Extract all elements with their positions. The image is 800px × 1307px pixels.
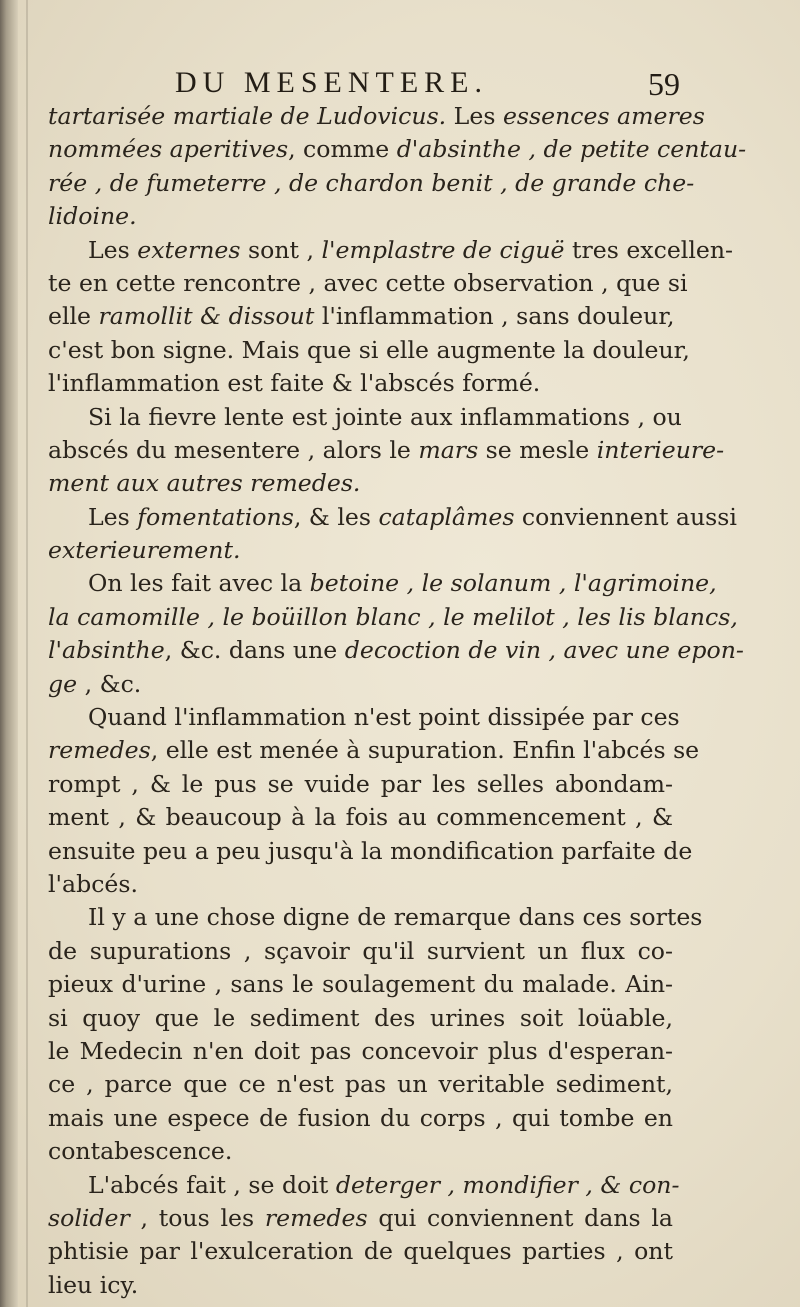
text-line xyxy=(48,1102,673,1135)
roman-text: conviennent aussi xyxy=(514,502,737,531)
italic-text: fomentations xyxy=(137,502,294,531)
italic-text: la camomille , le boüillon blanc , le melilot , les lis blancs, xyxy=(48,602,738,631)
roman-text: ensuite peu a peu jusqu'à la mondification parfaite de xyxy=(48,836,693,865)
italic-text: nommées aperitives xyxy=(48,135,289,164)
text-line xyxy=(48,100,705,133)
roman-text: , comme xyxy=(288,135,397,164)
italic-text: betoine , le solanum , l'agrimoine, xyxy=(309,569,717,598)
roman-text: , &c. dans une xyxy=(164,636,345,665)
text-line xyxy=(48,167,695,200)
gutter-line xyxy=(26,0,28,1307)
text-line xyxy=(48,1169,680,1202)
italic-text: essences ameres xyxy=(502,102,705,130)
binding-shadow xyxy=(0,0,18,1307)
roman-text: si quoy que le sediment des urines soit loüable, xyxy=(48,1003,673,1032)
italic-text: lidoine. xyxy=(48,202,137,231)
text-line xyxy=(48,935,673,968)
roman-text: Les xyxy=(88,235,138,264)
text-line xyxy=(48,434,725,467)
italic-text: ment aux autres remedes. xyxy=(48,469,361,498)
italic-text: decoction de vin , avec une epon- xyxy=(344,636,744,665)
text-line xyxy=(48,567,717,600)
text-line xyxy=(48,601,738,634)
italic-text: deterger , mondifier , & con- xyxy=(335,1170,680,1199)
roman-text: l'inflammation est faite & l'abscés formé. xyxy=(48,369,541,398)
italic-text: remedes xyxy=(264,1203,368,1232)
roman-text: abscés du mesentere , alors le xyxy=(48,435,419,464)
italic-text: l'emplastre de ciguë xyxy=(321,235,565,264)
italic-text: remedes xyxy=(48,736,151,765)
roman-text: de supurations , sçavoir qu'il survient un flux co- xyxy=(48,936,673,965)
text-line xyxy=(48,801,673,834)
text-line xyxy=(48,133,747,166)
text-line xyxy=(48,1235,673,1268)
text-line xyxy=(48,734,700,767)
text-line xyxy=(48,634,744,667)
text-line xyxy=(48,1002,673,1035)
roman-text: ce , parce que ce n'est pas un veritable sediment, xyxy=(48,1070,673,1099)
text-line xyxy=(48,200,673,233)
roman-text: l'inflammation , sans douleur, xyxy=(314,302,675,331)
roman-text: L'abcés fait , se doit xyxy=(88,1170,336,1199)
roman-text: Les xyxy=(88,502,138,531)
roman-text: contabescence. xyxy=(48,1137,233,1166)
roman-text: sont , xyxy=(240,235,322,264)
text-line xyxy=(48,501,737,534)
roman-text: , tous les xyxy=(129,1203,265,1232)
roman-text: pieux d'urine , sans le soulagement du malade. Ain- xyxy=(48,970,673,999)
roman-text: phtisie par l'exulceration de quelques parties , ont xyxy=(48,1237,673,1266)
italic-text: tartarisée martiale de Ludovicus. xyxy=(48,102,447,130)
roman-text: elle xyxy=(48,302,99,331)
roman-text: te en cette rencontre , avec cette observation , que si xyxy=(48,268,688,297)
roman-text: Les xyxy=(446,102,503,130)
italic-text: rée , de fumeterre , de chardon benit , de grande che- xyxy=(48,168,695,197)
roman-text: qui conviennent dans la xyxy=(367,1203,673,1232)
roman-text: , &c. xyxy=(77,669,142,698)
text-line xyxy=(48,835,693,868)
text-line xyxy=(48,1035,673,1068)
text-line xyxy=(48,701,680,734)
text-line xyxy=(48,1202,673,1235)
roman-text: mais une espece de fusion du corps , qui tombe en xyxy=(48,1103,673,1132)
text-line xyxy=(48,367,673,400)
running-title: DU MESENTERE. xyxy=(175,66,488,99)
roman-text: Si la fievre lente est jointe aux inflammations , ou xyxy=(88,402,682,431)
page-number: 59 xyxy=(648,66,680,102)
text-line xyxy=(48,1068,673,1101)
roman-text: , elle est menée à supuration. Enfin l'abcés se xyxy=(150,736,700,765)
text-line xyxy=(48,668,673,701)
italic-text: solider xyxy=(48,1203,130,1232)
italic-text: interieure- xyxy=(596,435,725,464)
italic-text: cataplâmes xyxy=(378,502,515,531)
roman-text: ment , & beaucoup à la fois au commencement , & xyxy=(48,803,673,832)
roman-text: Il y a une chose digne de remarque dans ces sortes xyxy=(88,903,703,932)
text-line xyxy=(48,868,673,901)
text-line xyxy=(48,267,688,300)
text-line xyxy=(48,968,673,1001)
italic-text: ge xyxy=(48,669,78,698)
roman-text: Quand l'inflammation n'est point dissipée par ces xyxy=(88,703,680,732)
text-line xyxy=(48,534,673,567)
text-line xyxy=(48,1135,673,1168)
text-line xyxy=(48,300,673,333)
italic-text: d'absinthe , de petite centau- xyxy=(396,135,747,164)
roman-text: c'est bon signe. Mais que si elle augmente la douleur, xyxy=(48,335,690,364)
text-line xyxy=(48,901,703,934)
roman-text: rompt , & le pus se vuide par les selles abondam- xyxy=(48,769,673,798)
italic-text: ramollit & dissout xyxy=(98,302,315,331)
italic-text: externes xyxy=(137,235,241,264)
italic-text: l'absinthe xyxy=(48,636,165,665)
text-line xyxy=(48,401,682,434)
roman-text: tres excellen- xyxy=(564,235,734,264)
text-line xyxy=(48,467,673,500)
body-text xyxy=(48,100,747,1302)
roman-text: se mesle xyxy=(478,435,597,464)
italic-text: mars xyxy=(418,435,479,464)
roman-text: le Medecin n'en doit pas concevoir plus d'esperan- xyxy=(48,1036,673,1065)
text-line xyxy=(48,768,673,801)
roman-text: , & les xyxy=(293,502,379,531)
roman-text: lieu icy. xyxy=(48,1270,139,1299)
text-line xyxy=(48,334,690,367)
roman-text: l'abcés. xyxy=(48,869,138,898)
text-line xyxy=(48,1269,673,1302)
text-line xyxy=(48,234,734,267)
italic-text: exterieurement. xyxy=(48,536,241,565)
roman-text: On les fait avec la xyxy=(88,569,310,598)
